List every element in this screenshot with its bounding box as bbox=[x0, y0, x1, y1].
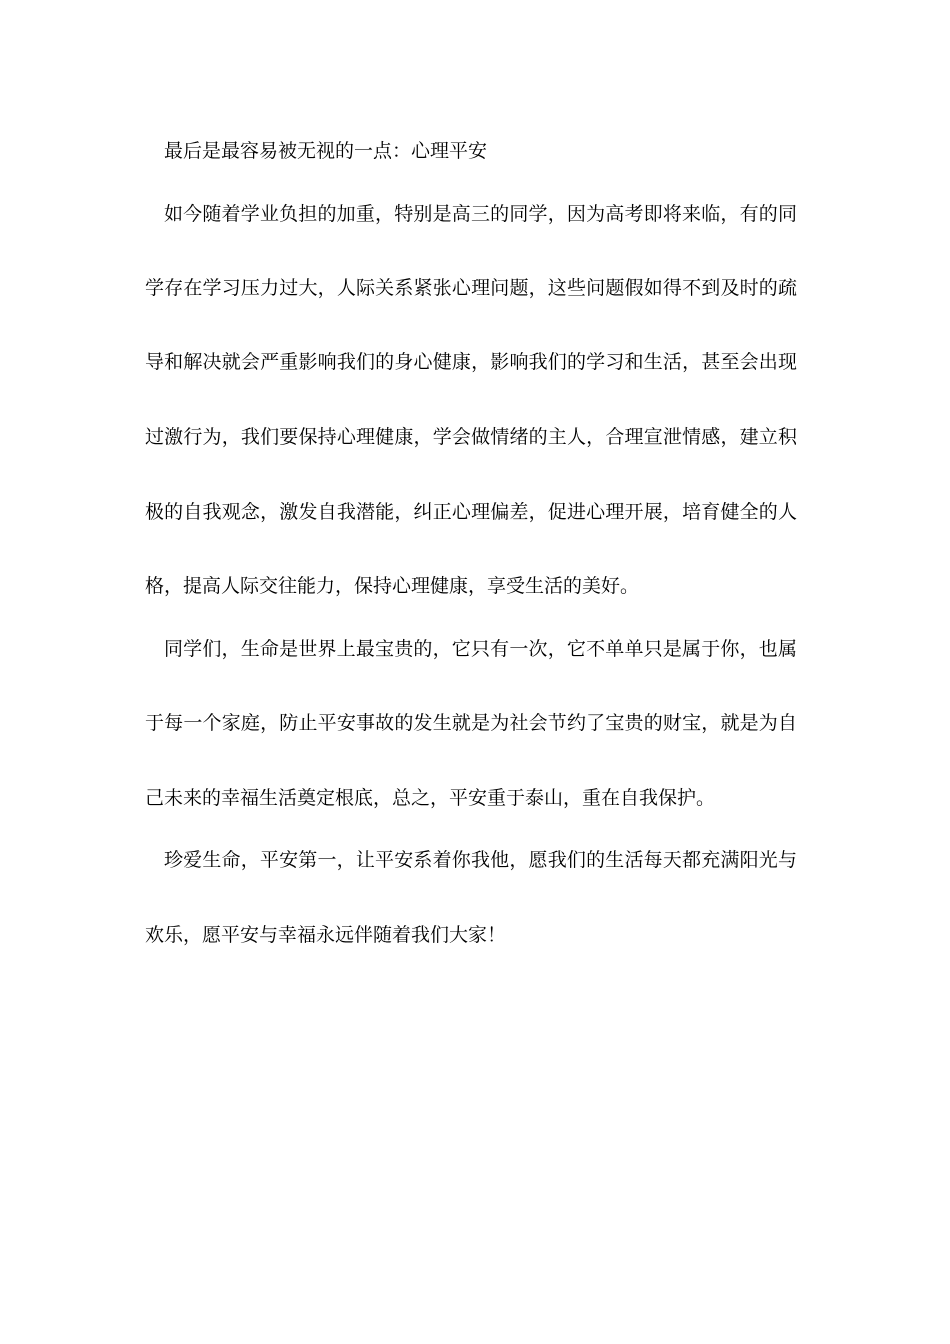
paragraph-2-line-6: 格，提高人际交往能力，保持心理健康，享受生活的美好。 bbox=[145, 575, 640, 597]
paragraph-3-line-1: 同学们，生命是世界上最宝贵的，它只有一次，它不单单只是属于你，也属 bbox=[164, 638, 797, 660]
paragraph-3-line-2: 于每一个家庭，防止平安事故的发生就是为社会节约了宝贵的财宝，就是为自 bbox=[145, 712, 797, 734]
paragraph-2-line-2: 学存在学习压力过大，人际关系紧张心理问题，这些问题假如得不到及时的疏 bbox=[145, 277, 797, 299]
paragraph-2-line-4: 过激行为，我们要保持心理健康，学会做情绪的主人，合理宣泄情感，建立积 bbox=[145, 426, 797, 448]
paragraph-2-line-1: 如今随着学业负担的加重，特别是高三的同学，因为高考即将来临，有的同 bbox=[164, 203, 797, 225]
paragraph-2-line-5: 极的自我观念，激发自我潜能，纠正心理偏差，促进心理开展，培育健全的人 bbox=[145, 501, 797, 523]
paragraph-4-line-2: 欢乐，愿平安与幸福永远伴随着我们大家！ bbox=[145, 924, 507, 946]
paragraph-2-line-3: 导和解决就会严重影响我们的身心健康，影响我们的学习和生活，甚至会出现 bbox=[145, 351, 797, 373]
paragraph-4-line-1: 珍爱生命，平安第一，让平安系着你我他，愿我们的生活每天都充满阳光与 bbox=[164, 849, 797, 871]
paragraph-1-line-1: 最后是最容易被无视的一点：心理平安 bbox=[164, 140, 488, 162]
paragraph-3-line-3: 己未来的幸福生活奠定根底，总之，平安重于泰山，重在自我保护。 bbox=[145, 787, 716, 809]
